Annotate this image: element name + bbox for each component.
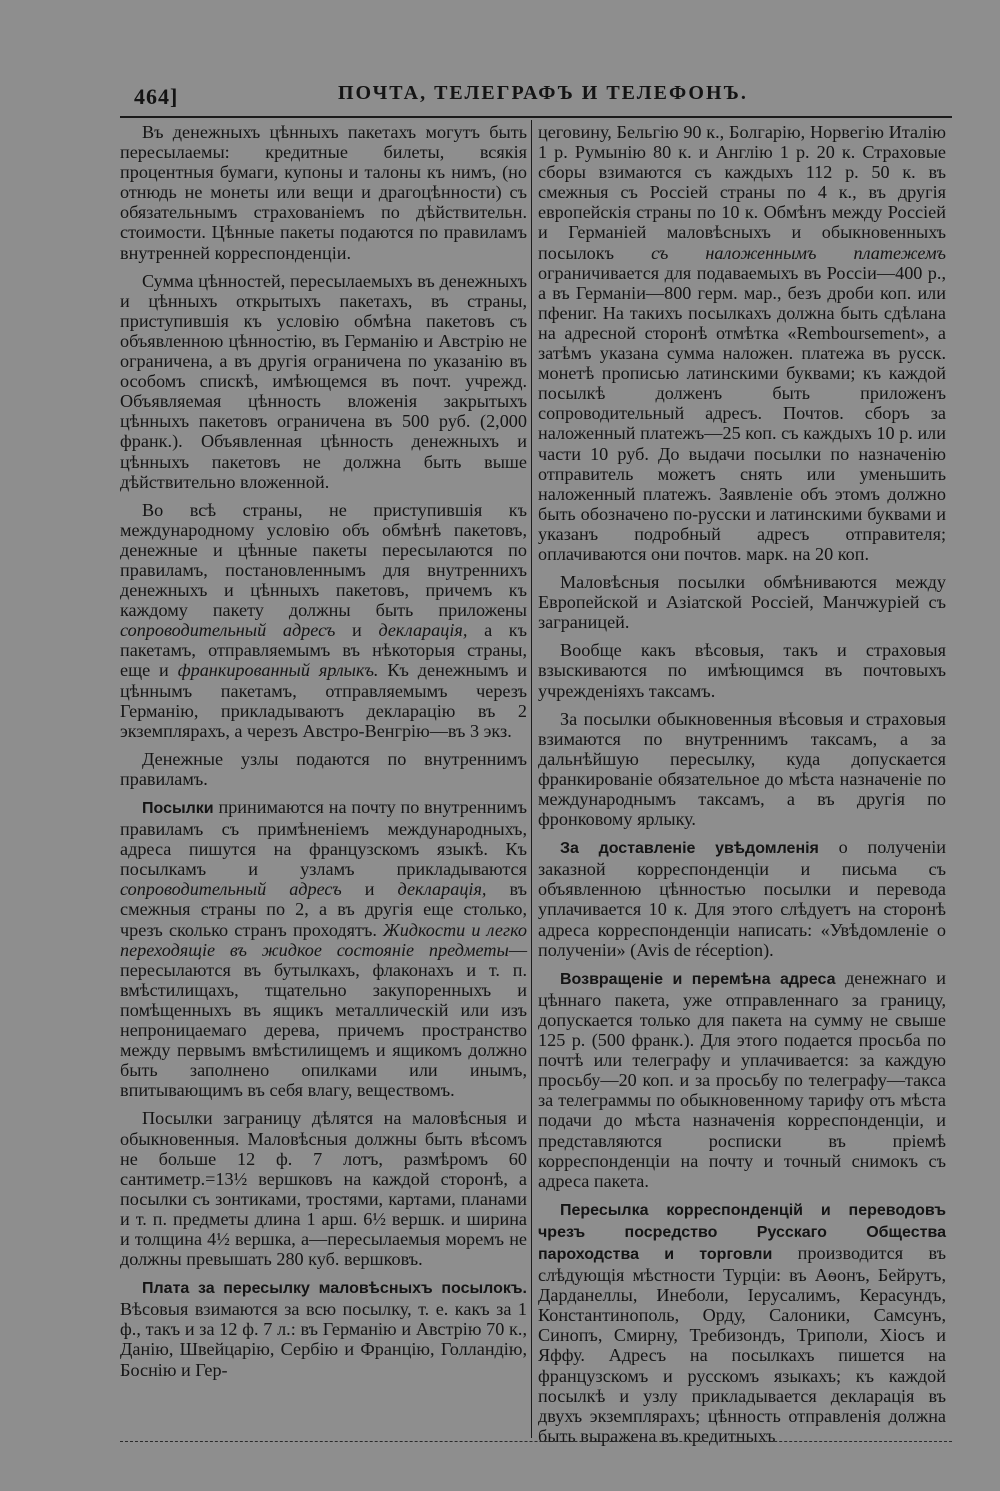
right-column	[538, 122, 946, 1454]
text-run: —пересылаются въ бутылкахъ, флаконахъ и т. п. вмѣстилищахъ, тщательно закупоренныхъ и помѣщенныхъ въ ящикъ металлическій или изъ непроницаемаго дерева, причемъ пространство между первымъ вмѣстилищемъ и ящикомъ должно быть заполнено опилками или инымъ, впитывающимъ въ себя влагу, веществомъ.	[120, 939, 527, 1101]
text-run: ограничивается для подаваемыхъ въ Россіи—400 р., а въ Германіи—800 герм. мар., безъ дроби коп. или пфениг. На такихъ посылкахъ должна быть сдѣлана на адресной сторонѣ отмѣтка «Remboursement», а затѣмъ указана сумма наложен. платежа въ русск. монетѣ прописью латинскими буквами; къ каждой посылкѣ долженъ быть приложенъ сопроводительный адресъ. Почтов. сборъ за наложенный платежъ—25 коп. съ каждыхъ 10 р. или части 10 руб. До выдачи посылки по назначенію отправитель можетъ снять или уменьшить наложенный платежъ. Заявленіе объ этомъ должно быть обозначено по-русски и латинскими буквами и указанъ подробный адресъ отправителя; оплачиваются они почтов. марк. на 20 коп.	[538, 262, 946, 564]
running-title: ПОЧТА, ТЕЛЕГРАФЪ И ТЕЛЕФОНЪ.	[338, 82, 748, 104]
column-divider	[531, 120, 532, 1438]
text-run: цеговину, Бельгію 90 к., Болгарію, Норвегію Италію 1 р. Румынію 80 к. и Англію 1 р. 20 к. Страховые сборы взимаются съ каждыхъ 112 р. 50 к. въ смежныя съ Россіей страны по 4 к., въ другія европейскія страны по 10 к. Обмѣнъ между Россіей и Германіей маловѣсныхъ и обыкновенныхъ посылокъ	[538, 122, 946, 263]
paragraph: Маловѣсныя посылки обмѣниваются между Европейской и Азіатской Россіей, Манчжуріей съ заграницей.	[538, 572, 946, 633]
italic-term: Жидкости и легко переходящіе въ жидкое состояніе предметы	[120, 919, 527, 960]
paragraph	[538, 1199, 946, 1446]
paragraph	[120, 1277, 527, 1379]
paragraph: За посылки обыкновенныя вѣсовыя и страховыя взимаются по внутреннимъ таксамъ, а за дальнѣйшую пересылку, куда допускается франкированіе обязательное до мѣста назначеніе по международнымъ таксамъ, а въ другія по фронковому ярлыку.	[538, 708, 946, 830]
italic-term: сопроводительный адресъ	[120, 620, 336, 641]
text-run: а къ пакетамъ, отправляемымъ въ нѣкоторыя страны, еще и	[120, 620, 528, 681]
section-lead: За доставленіе увѣдомленія	[560, 840, 819, 858]
italic-term: франкированный ярлыкъ.	[177, 660, 379, 681]
footer-rule	[120, 1441, 952, 1442]
paragraph: Вообще какъ вѣсовыя, такъ и страховыя взыскиваются по имѣющимся въ почтовыхъ учрежденіяхъ таксамъ.	[538, 640, 946, 701]
italic-term: съ наложеннымъ платежемъ	[651, 242, 946, 263]
paragraph	[120, 500, 527, 741]
section-lead: Плата за пересылку маловѣсныхъ посылокъ.	[142, 1280, 527, 1298]
text-run: производится въ слѣдующія мѣстности Турціи: въ Аѳонъ, Бейрутъ, Дарданеллы, Инеболи, Іерусалимъ, Керасундъ, Константинополь, Орду, Салоники, Самсунъ, Синопъ, Смирну, Требизондъ, Триполи, Хіосъ и Яффу. Адресъ на посылкахъ пишется на французскомъ и русскомъ языкахъ; къ каждой посылкѣ и узлу прикладывается декларація въ двухъ экземплярахъ; цѣнность отправленія должна быть выражена въ кредитныхъ	[538, 1242, 946, 1446]
paragraph	[120, 797, 527, 1100]
section-lead: Пересылка корреспонденцій и переводовъ чрезъ посредство Русскаго Общества пароходства и торговли	[538, 1201, 946, 1263]
left-column	[120, 122, 527, 1388]
text-run: и	[364, 879, 375, 900]
text-run: Вѣсовыя взимаются за всю посылку, т. е. какъ за 1 ф., такъ и за 12 ф. 7 л.: въ Германію и Австрію 70 к., Данію, Швейцарію, Сербію и Францію, Голландію, Боснію и Гер-	[120, 1299, 527, 1380]
paragraph	[538, 122, 946, 564]
text-run: Къ денежнымъ и цѣннымъ пакетамъ, отправляемымъ черезъ Германію, прикладываютъ декларацію въ 2 экземплярахъ, а черезъ Австро-Венгрію—въ 3 экз.	[120, 660, 527, 741]
text-run: денежнаго и цѣннаго пакета, уже отправленнаго за границу, допускается только для пакета на сумму не свыше 125 р. (500 франк.). Для этого подается просьба по почтѣ или телеграфу и уплачивается: за каждую просьбу—20 коп. и за просьбу по телеграфу—такса за телеграммы по обыкновенному тарифу отъ мѣста подачи до мѣста назначенія корреспонденціи, и представляются росписки въ пріемѣ корреспонденціи на почту и точный снимокъ съ адреса пакета.	[538, 967, 946, 1191]
paragraph	[538, 968, 946, 1191]
header-rule	[120, 116, 952, 118]
text-run: и	[352, 620, 362, 641]
paragraph: Посылки заграницу дѣлятся на маловѣсныя и обыкновенныя. Маловѣсныя должны быть вѣсомъ не больше 12 ф. 7 лотъ, размѣромъ 60 сантиметр.=13½ вершковъ на каждой сторонѣ, а посылки съ зонтиками, тростями, картами, планами и т. п. предметы длина 1 арш. 6½ вершк. и ширина и толщина 4½ вершка, а—пересылаемыя моремъ не должны превышать 280 куб. вершковъ.	[120, 1108, 527, 1270]
page-number: 464]	[134, 84, 179, 109]
paragraph	[538, 837, 946, 960]
italic-term: сопроводительный адресъ	[120, 879, 342, 900]
paragraph: Сумма цѣнностей, пересылаемыхъ въ денежныхъ и цѣнныхъ открытыхъ пакетахъ, въ страны, приступившія къ условію обмѣна пакетовъ съ объявленною цѣнностію, въ Германію и Австрію не ограничена, а въ другія ограничена по указанію въ особомъ спискѣ, имѣющемся въ почт. учрежд. Объявляемая цѣнность вложенія закрытыхъ цѣнныхъ пакетовъ ограничена въ 500 руб. (2,000 франк.). Объявленная цѣнность денежныхъ и цѣнныхъ пакетовъ не должна быть выше дѣйствительно вложенной.	[120, 270, 527, 492]
section-lead: Возвращеніе и перемѣна адреса	[560, 970, 836, 988]
paragraph: Денежные узлы подаются по внутреннимъ правиламъ.	[120, 748, 527, 789]
text-run: Во всѣ страны, не приступившія къ международному условію объ обмѣнѣ пакетовъ, денежные и цѣнные пакеты пересылаются по правиламъ, постановленнымъ для внутреннихъ денежныхъ и цѣнныхъ пакетовъ, причемъ къ каждому пакету должны быть приложены	[120, 499, 527, 621]
italic-term: декларація,	[378, 620, 468, 641]
text-run: принимаются на почту по внутреннимъ правиламъ съ примѣненіемъ международныхъ, адреса пишутся на французскомъ языкѣ. Къ посылкамъ и узламъ прикладываются	[120, 797, 527, 880]
text-run: о полученіи заказной корреспонденціи и письма съ объявленною цѣнностью посылки и перевода уплачивается 10 к. Для этого слѣдуетъ на сторонѣ адреса корреспонденціи написать: «Увѣдомленіе о полученіи» (Avis de réception).	[538, 837, 946, 960]
italic-term: декларація,	[397, 879, 487, 900]
section-lead: Посылки	[142, 800, 214, 817]
paragraph: Въ денежныхъ цѣнныхъ пакетахъ могутъ быть пересылаемы: кредитные билеты, всякія процентныя бумаги, купоны и талоны къ нимъ, (но отнюдь не монеты или вещи и драгоцѣнности) съ обязательнымъ страхованіемъ по дѣйствительн. стоимости. Цѣнные пакеты подаются по правиламъ внутренней корреспонденціи.	[120, 122, 527, 263]
page-header	[128, 78, 948, 112]
text-run: въ смежныя страны по 2, а въ другія еще столько, чрезъ сколько странъ проходятъ.	[120, 879, 528, 940]
